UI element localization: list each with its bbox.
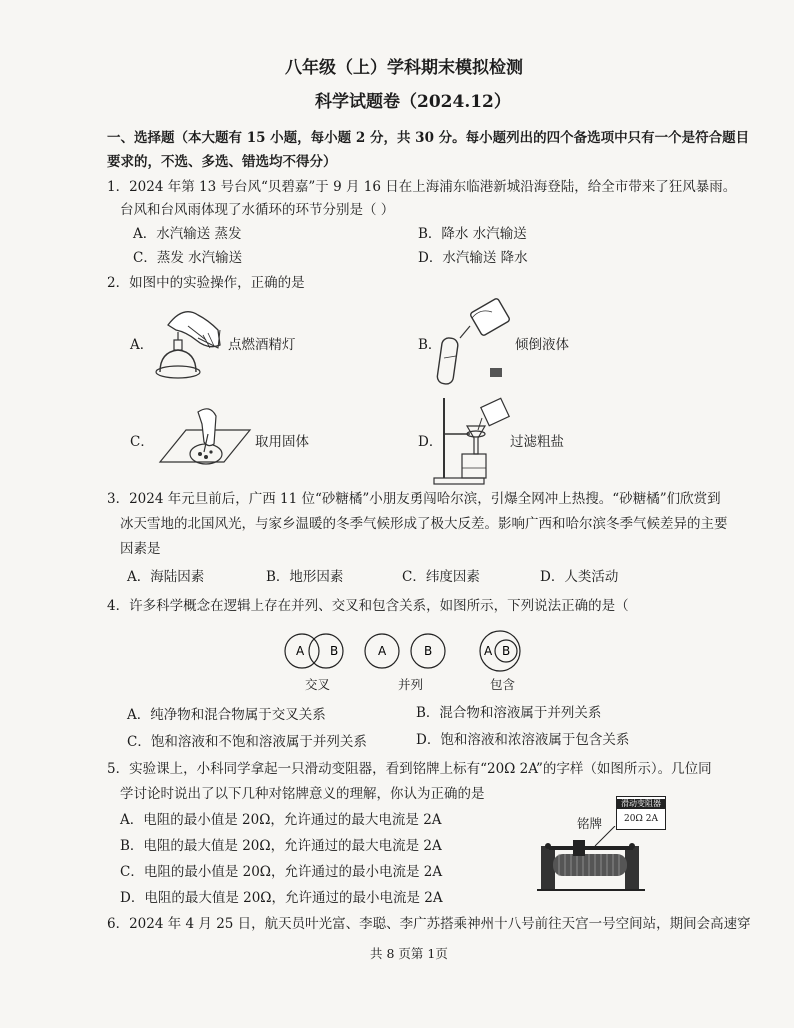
q1-stem-line1: 1．2024 年第 13 号台风“贝碧嘉”于 9 月 16 日在上海浦东临港新城沿海登陆，给全市带来了狂风暴雨。	[107, 179, 737, 195]
venn-cross-a: A	[296, 644, 305, 658]
venn-contain-b: B	[502, 644, 511, 658]
venn-label-parallel: 并列	[398, 677, 424, 692]
q2-stem: 2．如图中的实验操作，正确的是	[107, 275, 305, 291]
q3-stem-line2: 冰天雪地的北国风光，与家乡温暖的冬季气候形成了极大反差。影响广西和哈尔滨冬季气候差异的主要	[120, 516, 728, 532]
q2-option-a-letter: A．	[130, 337, 154, 353]
sliding-rheostat-figure	[535, 826, 647, 894]
q2-option-b-letter: B．	[418, 337, 442, 353]
q5-stem-line1: 5．实验课上，小科同学拿起一只滑动变阻器，看到铭牌上标有“20Ω 2A”的字样（如图所示）。几位同	[107, 761, 712, 777]
page-footer: 共 8 页第 1页	[370, 946, 448, 961]
venn-label-contain: 包含	[490, 677, 516, 692]
nameplate-label: 铭牌	[577, 816, 603, 831]
q4-option-b: B．混合物和溶液属于并列关系	[416, 705, 602, 721]
q1-option-a: A．水汽输送 蒸发	[133, 226, 242, 242]
nameplate-line1: 滑动变阻器	[617, 799, 665, 809]
q2-option-b-label: 倾倒液体	[515, 337, 569, 353]
q5-option-c: C．电阻的最小值是 20Ω，允许通过的最小电流是 2A	[120, 864, 443, 880]
q1-option-c: C．蒸发 水汽输送	[133, 250, 243, 266]
venn-cross-b: B	[330, 644, 339, 658]
page-subtitle: 科学试题卷（2024.12）	[315, 92, 511, 112]
venn-diagrams	[282, 630, 532, 672]
q3-stem-line1: 3．2024 年元旦前后，广西 11 位“砂糖橘”小朋友勇闯哈尔滨，引爆全网冲上热搜。“砂糖橘”们欣赏到	[107, 491, 721, 507]
pouring-liquid-figure	[432, 298, 517, 388]
q5-option-b: B．电阻的最大值是 20Ω，允许通过的最大电流是 2A	[120, 838, 442, 854]
q5-option-d: D．电阻的最大值是 20Ω，允许通过的最小电流是 2A	[120, 890, 443, 906]
q5-stem-line2: 学讨论时说出了以下几种对铭牌意义的理解，你认为正确的是	[120, 786, 485, 802]
q1-option-d: D．水汽输送 降水	[418, 250, 528, 266]
q1-stem-line2: 台风和台风雨体现了水循环的环节分别是（ ）	[120, 202, 395, 218]
q3-option-d: D．人类活动	[540, 569, 619, 585]
nameplate-line2: 20Ω 2A	[623, 814, 658, 824]
filtering-figure	[432, 394, 512, 486]
q2-option-d-letter: D．	[418, 434, 443, 450]
taking-solid-figure	[158, 404, 253, 476]
q4-option-d: D．饱和溶液和浓溶液属于包含关系	[416, 732, 630, 748]
q6-stem-line1: 6．2024 年 4 月 25 日，航天员叶光富、李聪、李广苏搭乘神州十八号前往天宫一号空间站，期间会高速穿	[107, 916, 751, 932]
q3-stem-line3: 因素是	[120, 541, 161, 557]
q1-option-b: B．降水 水汽输送	[418, 226, 527, 242]
q2-option-d-label: 过滤粗盐	[510, 434, 564, 450]
alcohol-lamp-figure	[148, 300, 233, 385]
venn-label-cross: 交叉	[305, 677, 331, 692]
section-heading: 一、选择题（本大题有 15 小题，每小题 2 分，共 30 分。每小题列出的四个备选项中只有一个是符合题目	[107, 130, 750, 146]
page-title: 八年级（上）学科期末模拟检测	[285, 58, 523, 78]
q2-option-c-label: 取用固体	[255, 434, 309, 450]
q3-option-c: C．纬度因素	[402, 569, 480, 585]
nameplate	[616, 796, 666, 830]
q4-option-c: C．饱和溶液和不饱和溶液属于并列关系	[127, 734, 367, 750]
q4-option-a: A．纯净物和混合物属于交叉关系	[127, 707, 326, 723]
q2-option-c-letter: C．	[130, 434, 154, 450]
q5-option-a: A．电阻的最小值是 20Ω，允许通过的最大电流是 2A	[120, 812, 442, 828]
section-heading-cont: 要求的，不选、多选、错选均不得分）	[107, 154, 337, 170]
q3-option-a: A．海陆因素	[127, 569, 205, 585]
q3-option-b: B．地形因素	[266, 569, 344, 585]
q4-stem: 4．许多科学概念在逻辑上存在并列、交叉和包含关系，如图所示，下列说法正确的是（	[107, 598, 629, 614]
venn-parallel-a: A	[378, 644, 387, 658]
venn-parallel-b: B	[424, 644, 433, 658]
q2-option-a-label: 点燃酒精灯	[228, 337, 296, 353]
venn-contain-a: A	[484, 644, 493, 658]
